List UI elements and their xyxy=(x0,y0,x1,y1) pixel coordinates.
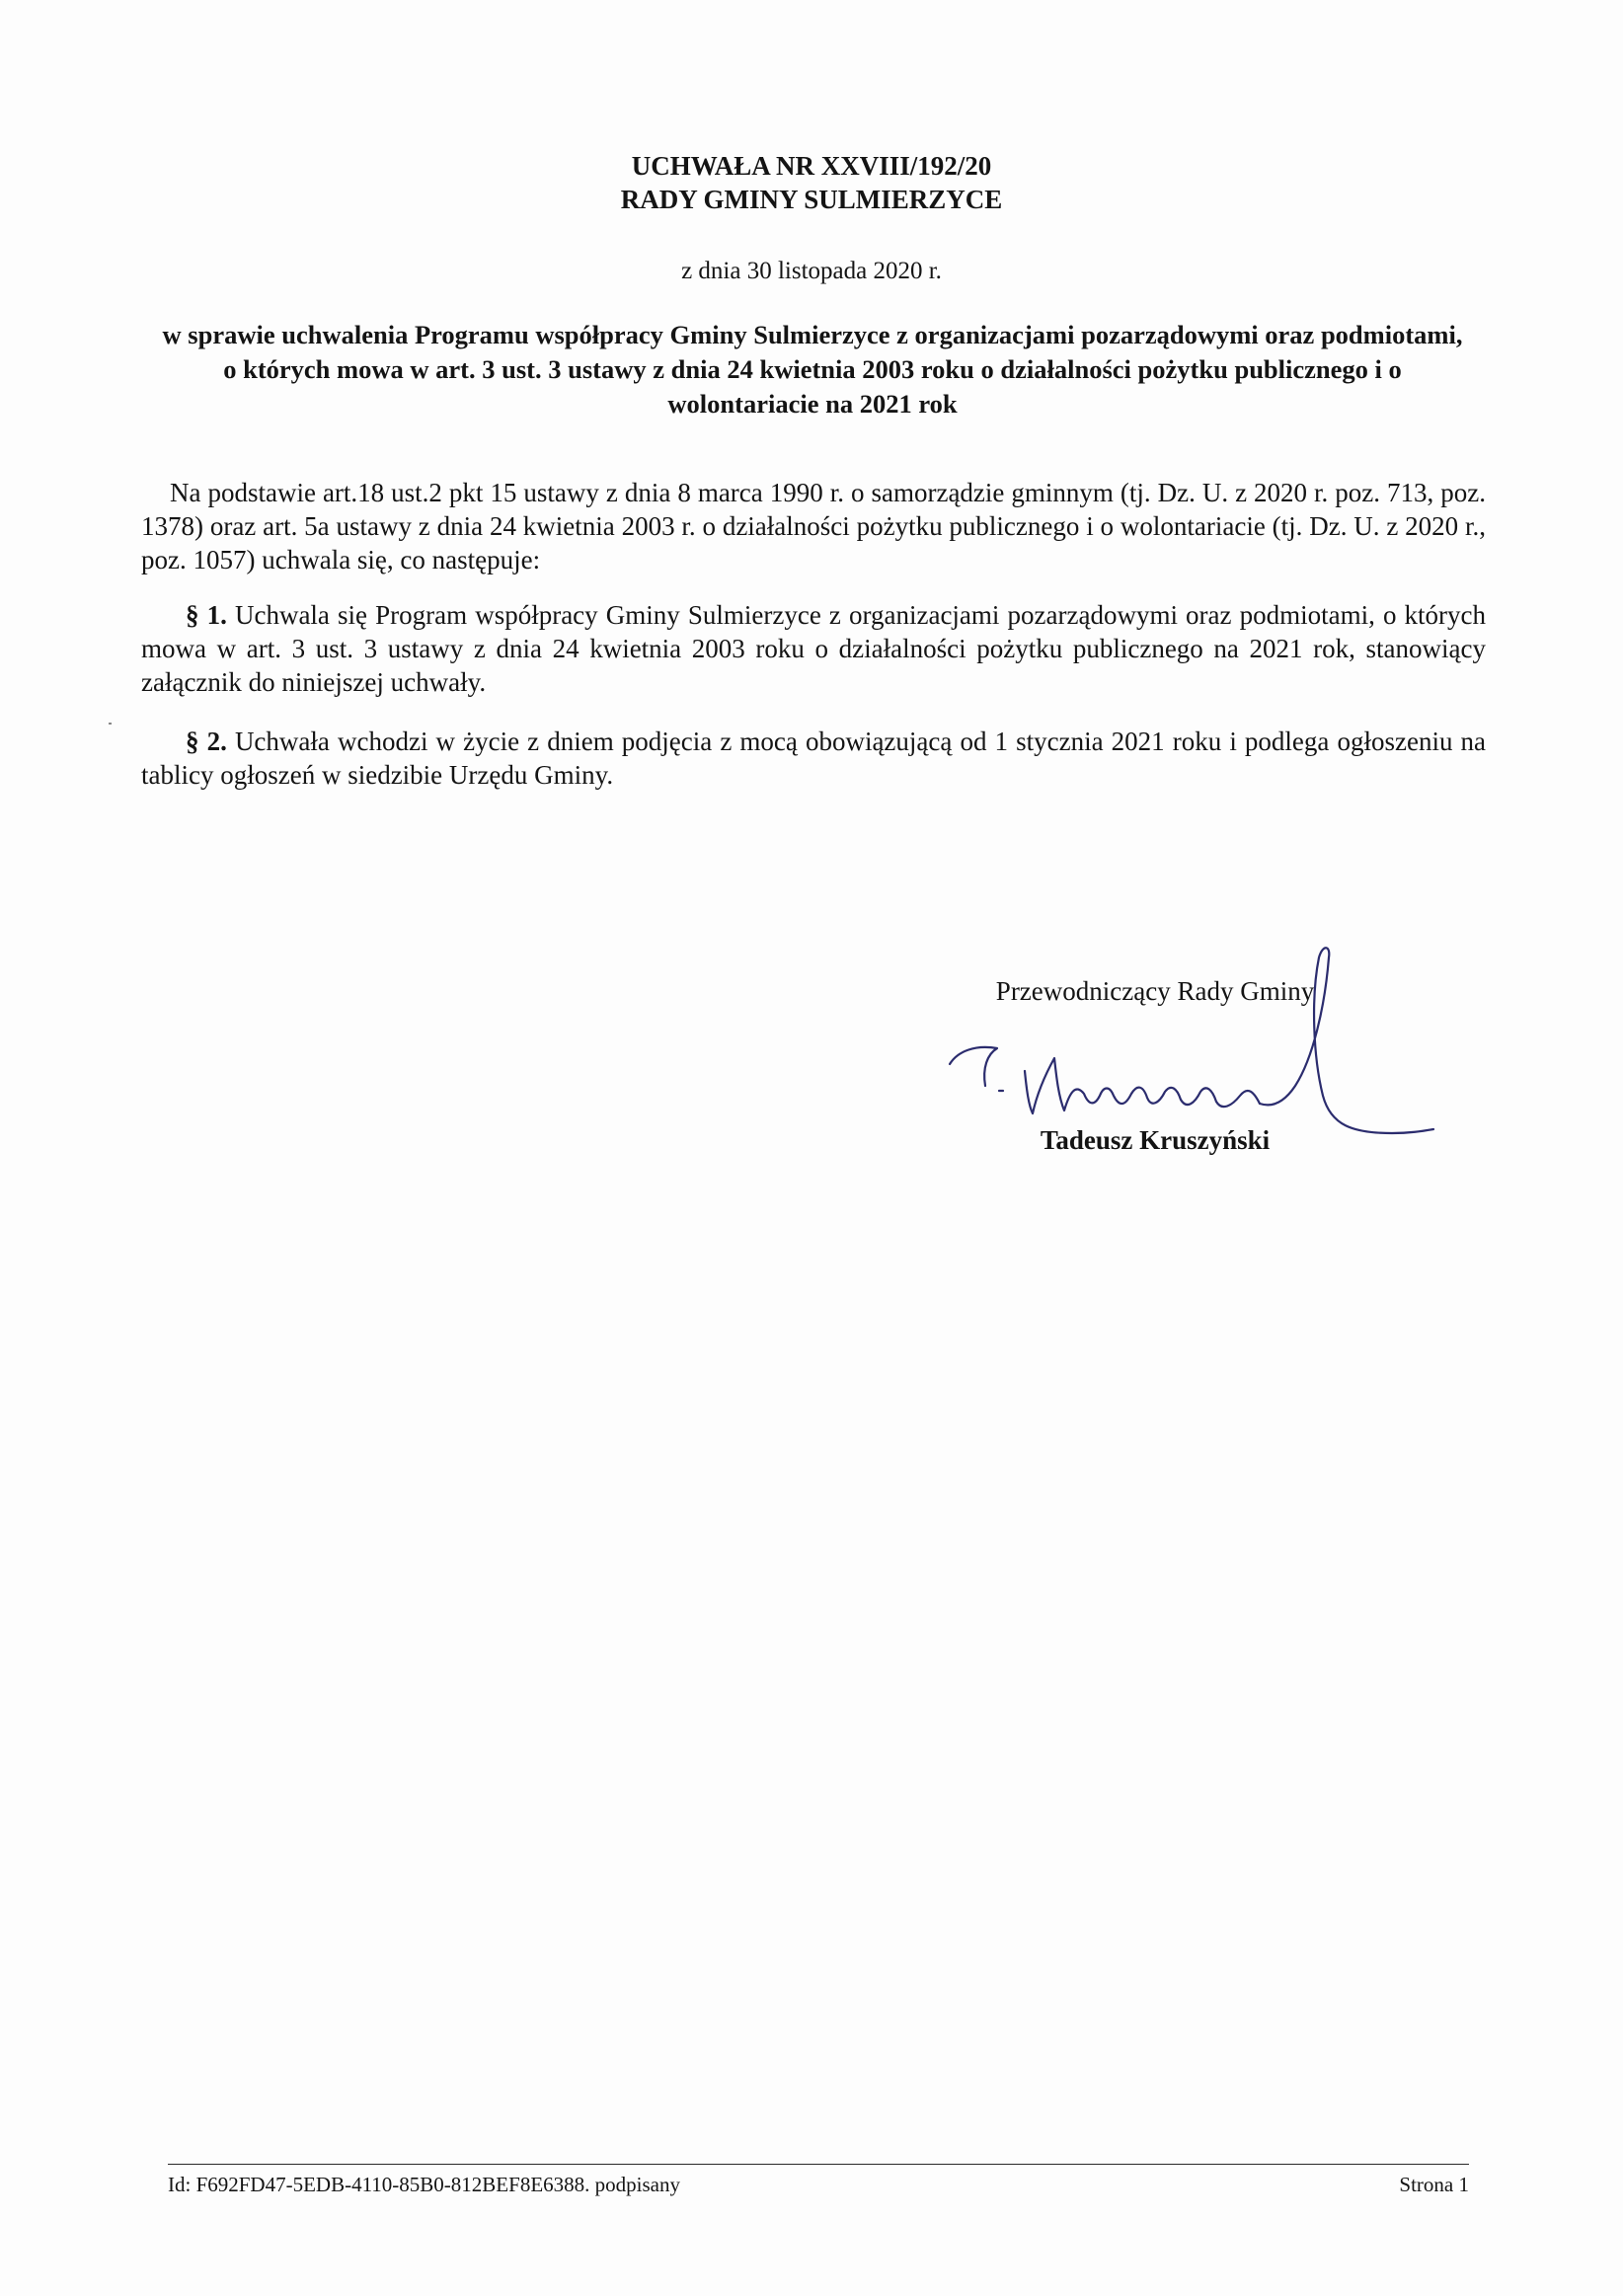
page-number: Strona 1 xyxy=(1399,2173,1469,2196)
section-1-paragraph xyxy=(141,598,1486,699)
scan-speck xyxy=(109,723,112,725)
section-2-paragraph xyxy=(141,725,1486,792)
signatory-role: Przewodniczący Rady Gminy xyxy=(995,976,1315,1006)
section-1-mark: § 1. xyxy=(186,600,227,630)
resolution-date: z dnia 30 listopada 2020 r. xyxy=(681,258,942,284)
council-name: RADY GMINY SULMIERZYCE xyxy=(620,185,1003,214)
document-id: Id: F692FD47-5EDB-4110-85B0-812BEF8E6388. podpisany xyxy=(168,2173,680,2196)
section-2-text: Uchwała wchodzi w życie z dniem podjęcia z mocą obowiązującą od 1 stycznia 2021 roku i podlega ogłoszeniu na tablicy ogłoszeń w siedzibie Urzędu Gminy. xyxy=(141,727,1487,790)
section-2-mark: § 2. xyxy=(186,727,227,756)
resolution-subject: w sprawie uchwalenia Programu współpracy Gminy Sulmierzyce z organizacjami pozarządowymi oraz podmiotami, o których mowa w art. 3 ust. 3 ustawy z dnia 24 kwietnia 2003 roku o działalności pożytku publicznego i o wolontariacie na 2021 rok xyxy=(162,320,1463,419)
section-1-text: Uchwala się Program współpracy Gminy Sulmierzyce z organizacjami pozarządowymi oraz podmiotami, o których mowa w art. 3 ust. 3 ustawy z dnia 24 kwietnia 2003 roku o działalności pożytku publicznego na 2021 rok, stanowiący załącznik do niniejszej uchwały. xyxy=(141,600,1487,697)
resolution-number: UCHWAŁA NR XXVIII/192/20 xyxy=(631,151,992,181)
signatory-name: Tadeusz Kruszyński xyxy=(1040,1125,1271,1155)
legal-basis-paragraph: Na podstawie art.18 ust.2 pkt 15 ustawy z dnia 8 marca 1990 r. o samorządzie gminnym (tj. Dz. U. z 2020 r. poz. 713, poz. 1378) oraz art. 5a ustawy z dnia 24 kwietnia 2003 r. o działalności pożytku publicznego i o wolontariacie (tj. Dz. U. z 2020 r., poz. 1057) uchwala się, co następuje: xyxy=(141,478,1486,574)
footer-divider xyxy=(168,2164,1469,2165)
